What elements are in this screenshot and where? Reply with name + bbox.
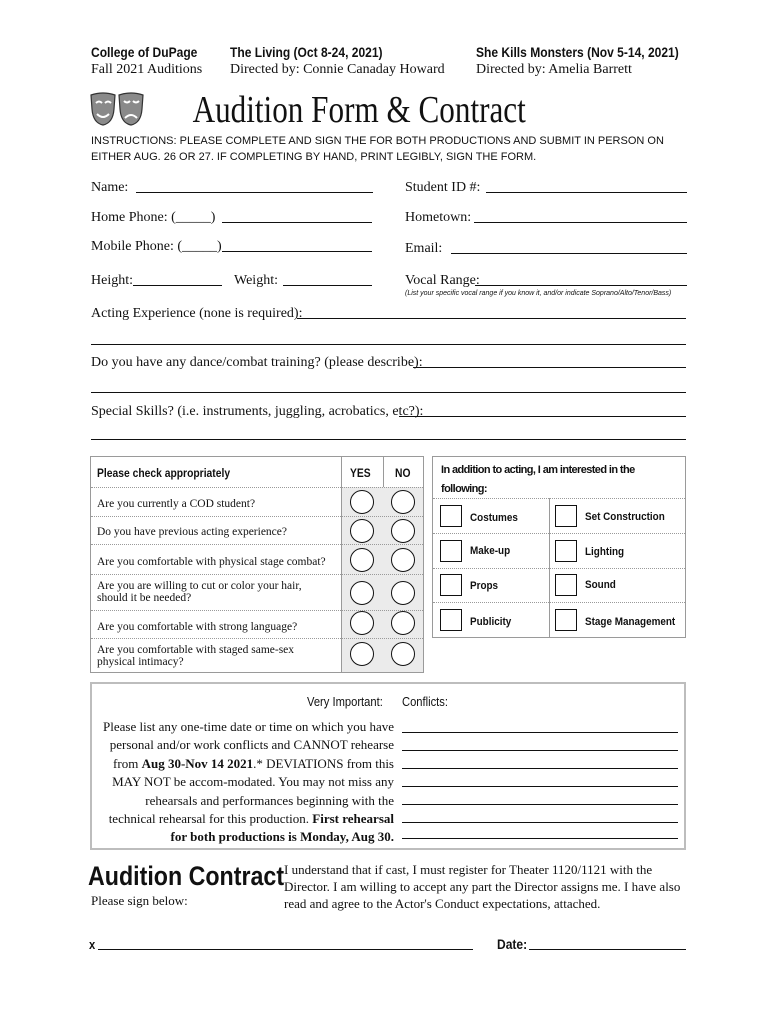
no-radio[interactable]: [391, 548, 415, 572]
interests-header: In addition to acting, I am interested in the following:: [441, 464, 635, 495]
question-text: Do you have previous acting experience?: [97, 526, 287, 538]
lighting-label: Lighting: [585, 546, 625, 558]
conflict-line[interactable]: [402, 768, 678, 769]
yes-radio[interactable]: [350, 611, 374, 635]
date-label: Date:: [497, 936, 528, 952]
conflicts-box: [90, 682, 686, 850]
height-label: Height:: [91, 273, 133, 288]
publicity-label: Publicity: [470, 616, 512, 628]
sound-checkbox[interactable]: [555, 574, 577, 596]
conflict-line[interactable]: [402, 804, 678, 805]
question-text: Are you comfortable with staged same-sex physical intimacy?: [97, 644, 295, 668]
set-construction-checkbox[interactable]: [555, 505, 577, 527]
yes-radio[interactable]: [350, 642, 374, 666]
conflicts-instructions: Please list any one-time date or time on which you have personal and/or work conflicts and CANNOT rehearse from Aug 30-Nov 14 2021.* DEVIATIONS from this MAY NOT be accom-modated. You may not miss any rehearsals and performances beginning with the technical rehearsal for this production. First rehearsal for both productions is Monday, Aug 30.: [103, 719, 394, 845]
makeup-label: Make-up: [470, 545, 511, 557]
show2-title: She Kills Monsters (Nov 5-14, 2021): [476, 44, 679, 60]
student-id-field[interactable]: [486, 192, 687, 193]
no-radio[interactable]: [391, 642, 415, 666]
header-show2: [476, 44, 712, 78]
email-label: Email:: [405, 241, 443, 256]
height-field[interactable]: [133, 285, 222, 286]
name-field[interactable]: [136, 192, 373, 193]
dance-label: Do you have any dance/combat training? (please describe):: [91, 355, 423, 370]
vocal-range-note: (List your specific vocal range if you know it, and/or indicate Soprano/Alto/Tenor/Bass): [405, 290, 672, 297]
email-field[interactable]: [451, 253, 687, 254]
theater-masks-icon: [89, 92, 147, 128]
weight-field[interactable]: [283, 285, 372, 286]
publicity-checkbox[interactable]: [440, 609, 462, 631]
no-radio[interactable]: [391, 490, 415, 514]
costumes-label: Costumes: [470, 512, 518, 524]
mobile-phone-label: Mobile Phone: (_____): [91, 239, 222, 254]
org-subtitle: Fall 2021 Auditions: [91, 62, 203, 77]
acting-field-2[interactable]: [91, 344, 686, 345]
conflicts-label: Conflicts:: [402, 694, 448, 709]
question-text: Are you comfortable with physical stage combat?: [97, 556, 326, 568]
stage-management-label: Stage Management: [585, 616, 676, 628]
question-text: Are you are willing to cut or color your hair, should it be needed?: [97, 580, 302, 604]
acting-label: Acting Experience (none is required):: [91, 306, 303, 321]
skills-field[interactable]: [399, 416, 686, 417]
yes-radio[interactable]: [350, 581, 374, 605]
hometown-label: Hometown:: [405, 210, 472, 225]
costumes-checkbox[interactable]: [440, 505, 462, 527]
makeup-checkbox[interactable]: [440, 540, 462, 562]
question-text: Are you comfortable with strong language?: [97, 621, 298, 633]
header-show1: [230, 44, 445, 78]
instructions: [91, 133, 691, 165]
header-org: [91, 44, 215, 78]
no-header: NO: [395, 466, 411, 480]
acting-field[interactable]: [297, 318, 686, 319]
props-label: Props: [470, 580, 499, 592]
instructions-line-2: EITHER AUG. 26 OR 27. IF COMPLETING BY HAND, PRINT LEGIBLY, SIGN THE FORM.: [91, 151, 537, 163]
yes-radio[interactable]: [350, 490, 374, 514]
sound-label: Sound: [585, 579, 616, 591]
dance-field-2[interactable]: [91, 392, 686, 393]
no-radio[interactable]: [391, 581, 415, 605]
vocal-range-field[interactable]: [475, 285, 687, 286]
contract-subtitle: Please sign below:: [91, 893, 188, 908]
conflict-line[interactable]: [402, 838, 678, 839]
no-radio[interactable]: [391, 519, 415, 543]
yes-radio[interactable]: [350, 519, 374, 543]
form-title: Audition Form & Contract: [192, 89, 526, 131]
no-radio[interactable]: [391, 611, 415, 635]
skills-field-2[interactable]: [91, 439, 686, 440]
lighting-checkbox[interactable]: [555, 540, 577, 562]
instructions-line-1: INSTRUCTIONS: PLEASE COMPLETE AND SIGN THE FOR BOTH PRODUCTIONS AND SUBMIT IN PERSON ON: [91, 135, 664, 147]
hometown-field[interactable]: [474, 222, 687, 223]
conflict-line[interactable]: [402, 732, 678, 733]
checklist-table: [90, 456, 424, 673]
very-important-label: Very Important:: [307, 694, 383, 709]
conflict-line[interactable]: [402, 750, 678, 751]
home-phone-label: Home Phone: (_____): [91, 210, 216, 225]
checklist-header: Please check appropriately: [97, 466, 231, 480]
set-construction-label: Set Construction: [585, 511, 665, 523]
weight-label: Weight:: [234, 273, 278, 288]
mobile-phone-field[interactable]: [222, 251, 372, 252]
signature-field[interactable]: [98, 949, 473, 950]
dance-field[interactable]: [413, 367, 686, 368]
contract-text: I understand that if cast, I must register for Theater 1120/1121 with the Director. I am willing to accept any part the Director assigns me. I have also read and agree to the Actor's Conduct expectations, attached.: [284, 862, 681, 911]
show1-director: Directed by: Connie Canaday Howard: [230, 62, 445, 77]
name-label: Name:: [91, 180, 129, 195]
stage-management-checkbox[interactable]: [555, 609, 577, 631]
rehearsal-dates: Aug 30-Nov 14 2021: [141, 755, 254, 771]
question-text: Are you currently a COD student?: [97, 498, 256, 510]
conflict-line[interactable]: [402, 822, 678, 823]
show2-director: Directed by: Amelia Barrett: [476, 62, 632, 77]
skills-label: Special Skills? (i.e. instruments, juggling, acrobatics, etc?):: [91, 404, 424, 419]
vocal-range-label: Vocal Range:: [405, 273, 480, 288]
contract-title: Audition Contract: [88, 861, 285, 891]
props-checkbox[interactable]: [440, 574, 462, 596]
conflict-line[interactable]: [402, 786, 678, 787]
home-phone-field[interactable]: [222, 222, 372, 223]
yes-radio[interactable]: [350, 548, 374, 572]
signature-x: x: [89, 937, 96, 952]
show1-title: The Living (Oct 8-24, 2021): [230, 44, 383, 60]
yes-header: YES: [350, 466, 371, 480]
first-rehearsal: First rehearsal for both productions is Monday, Aug 30.: [170, 811, 394, 845]
org-title: College of DuPage: [91, 44, 198, 60]
student-id-label: Student ID #:: [405, 180, 481, 195]
date-field[interactable]: [529, 949, 686, 950]
